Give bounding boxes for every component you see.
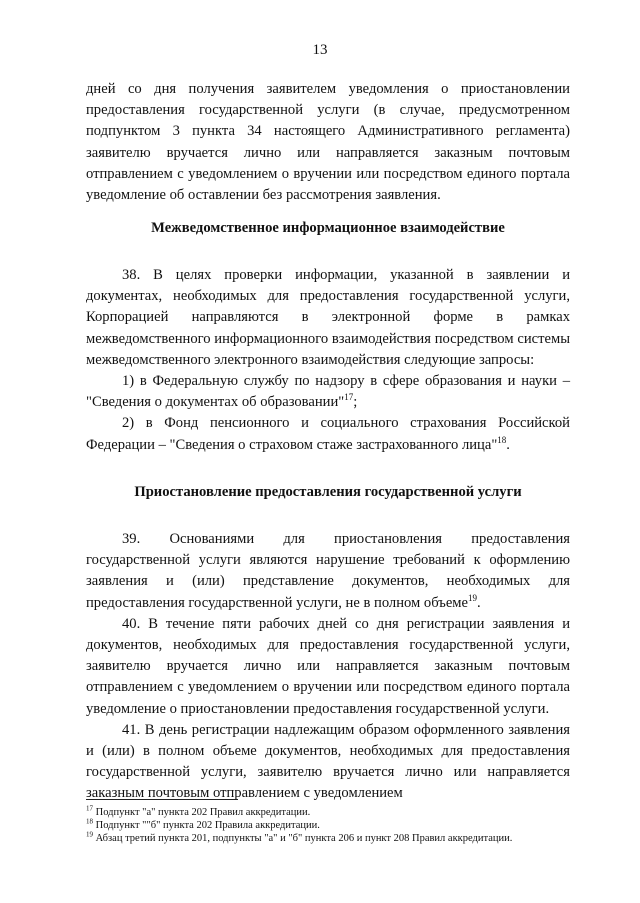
paragraph-39-text: 39. Основаниями для приостановления предоставления государственной услуги являются нарушение требований к оформлению заявления и (или) представление документов, необходимых для предоставления государственной услуги, не в полном объеме	[86, 531, 570, 611]
footnote-18-text: Подпункт ""б" пункта 202 Правила аккредитации.	[93, 820, 320, 831]
footnote-18	[86, 819, 586, 832]
section-39-41	[86, 529, 570, 805]
section-38	[86, 265, 570, 456]
footnote-17	[86, 806, 586, 819]
footnote-ref-17: 17	[344, 392, 354, 403]
paragraph-39-end: .	[477, 594, 481, 611]
paragraph-38-item-2-end: .	[506, 436, 510, 453]
page-number: 13	[312, 42, 328, 58]
footnote-17-number: 17	[86, 804, 93, 813]
footnote-19-text: Абзац третий пункта 201, подпункты "а" и "б" пункта 206 и пункт 208 Правил аккредитации.	[93, 833, 513, 844]
paragraph-38-item-2	[86, 413, 570, 455]
footnote-19-number: 19	[86, 830, 93, 839]
paragraph-38-item-1-text: 1) в Федеральную службу по надзору в сфере образования и науки – "Сведения о документах об образовании"	[86, 373, 570, 411]
section-heading-interaction: Межведомственное информационное взаимодействие	[151, 220, 505, 236]
section-heading-suspension: Приостановление предоставления государственной услуги	[134, 484, 522, 500]
paragraph-38-item-1	[86, 371, 570, 413]
paragraph-41: 41. В день регистрации надлежащим образом оформленного заявления и (или) в полном объеме документов, необходимых для предоставления государственной услуги, заявителю вручается лично или направляется заказным почтовым отправлением с уведомлением	[86, 721, 570, 802]
paragraph-38-item-2-text: 2) в Фонд пенсионного и социального страхования Российской Федерации – "Сведения о страховом стаже застрахованного лица"	[86, 415, 570, 453]
footnote-ref-19: 19	[468, 592, 478, 603]
footnote-19	[86, 832, 586, 845]
footnote-ref-18: 18	[497, 434, 507, 445]
paragraph-38-item-1-end: ;	[353, 394, 358, 411]
footnote-separator	[86, 799, 238, 800]
paragraph-39	[86, 529, 570, 614]
footnote-18-number: 18	[86, 817, 93, 826]
paragraph-38: 38. В целях проверки информации, указанной в заявлении и документах, необходимых для предоставления государственной услуги, Корпорацией направляются в электронной форме в рамках межведомственного информационного взаимодействия посредством системы межведомственного электронного взаимодействия следующие запросы:	[86, 267, 570, 368]
footnote-17-text: Подпункт "а" пункта 202 Правил аккредитации.	[93, 807, 311, 818]
paragraph-40: 40. В течение пяти рабочих дней со дня регистрации заявления и документов, необходимых для предоставления государственной услуги, заявителю вручается лично или направляется заказным почтовым отправлением с уведомлением о вручении или посредством единого портала уведомление о приостановлении предоставления государственной услуги.	[86, 615, 570, 717]
paragraph-intro-text: дней со дня получения заявителем уведомления о приостановлении предоставления государственной услуги (в случае, предусмотренном подпунктом 3 пункта 34 настоящего Административного регламента) заявителю вручается лично или направляется заказным почтовым отправлением с уведомлением о вручении или посредством единого портала уведомление об оставлении без рассмотрения заявления.	[86, 81, 570, 204]
paragraph-intro	[86, 79, 570, 206]
